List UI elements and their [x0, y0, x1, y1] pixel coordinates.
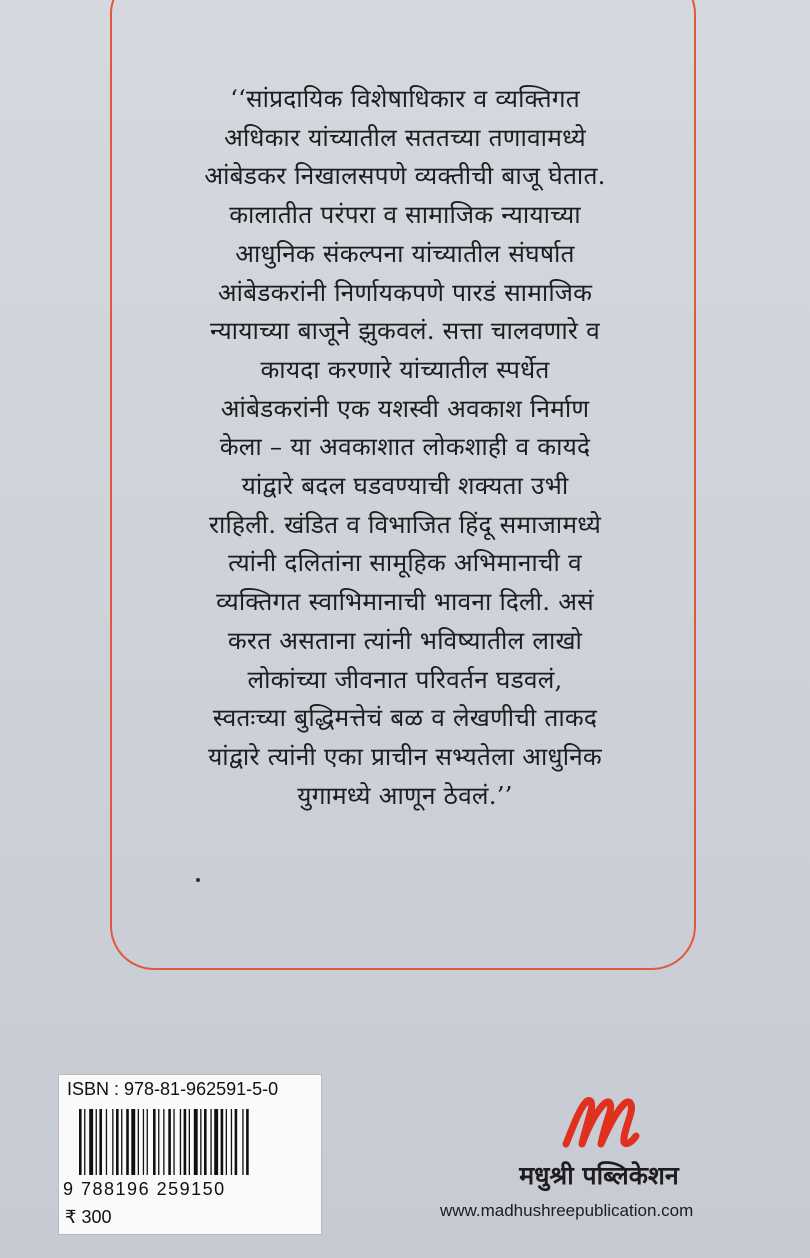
quote-line: न्यायाच्या बाजूने झुकवलं. सत्ता चालवणारे व	[210, 316, 600, 346]
isbn-text: ISBN : 978-81-962591-5-0	[67, 1079, 279, 1099]
barcode-digits: 9 788196 259150	[63, 1179, 226, 1199]
quote-line: कायदा करणारे यांच्यातील स्पर्धेत	[260, 354, 550, 384]
price-text: ₹ 300	[65, 1207, 112, 1227]
barcode-label	[58, 1074, 322, 1235]
back-cover-quote	[150, 80, 660, 815]
quote-line: आंबेडकर निखालसपणे व्यक्तीची बाजू घेतात.	[204, 161, 606, 191]
quote-line: करत असताना त्यांनी भविष्यातील लाखो	[227, 625, 583, 655]
quote-line: केला – या अवकाशात लोकशाही व कायदे	[219, 432, 591, 462]
quote-line: अधिकार यांच्यातील सततच्या तणावामध्ये	[224, 122, 586, 152]
quote-line: व्यक्तिगत स्वाभिमानाची भावना दिली. असं	[216, 587, 594, 617]
quote-line: स्वतःच्या बुद्धिमत्तेचं बळ व लेखणीची ताकद	[212, 703, 598, 733]
quote-line: आंबेडकरांनी निर्णायकपणे पारडं सामाजिक	[217, 277, 593, 307]
quote-line: आंबेडकरांनी एक यशस्वी अवकाश निर्माण	[220, 393, 590, 423]
quote-line: ‘‘सांप्रदायिक विशेषाधिकार व व्यक्तिगत	[230, 84, 580, 113]
quote-line: त्यांनी दलितांना सामूहिक अभिमानाची व	[228, 548, 582, 578]
quote-line: यांद्वारे बदल घडवण्याची शक्यता उभी	[241, 471, 569, 501]
stylized-m-logo-icon	[556, 1094, 642, 1152]
publisher-name: मधुश्री पब्लिकेशन	[519, 1161, 679, 1190]
quote-line: कालातीत परंपरा व सामाजिक न्यायाच्या	[229, 200, 581, 230]
quote-line: युगामध्ये आणून ठेवलं.’’	[297, 780, 513, 810]
quote-line: आधुनिक संकल्पना यांच्यातील संघर्षात	[235, 238, 575, 268]
publisher-website[interactable]: www.madhushreepublication.com	[440, 1201, 694, 1220]
quote-line: यांद्वारे त्यांनी एका प्राचीन सभ्यतेला आधुनिक	[208, 741, 602, 771]
stray-dot	[196, 878, 200, 882]
quote-line: लोकांच्या जीवनात परिवर्तन घडवलं,	[247, 664, 563, 694]
quote-line: राहिली. खंडित व विभाजित हिंदू समाजामध्ये	[208, 509, 602, 539]
barcode-icon	[79, 1109, 309, 1175]
